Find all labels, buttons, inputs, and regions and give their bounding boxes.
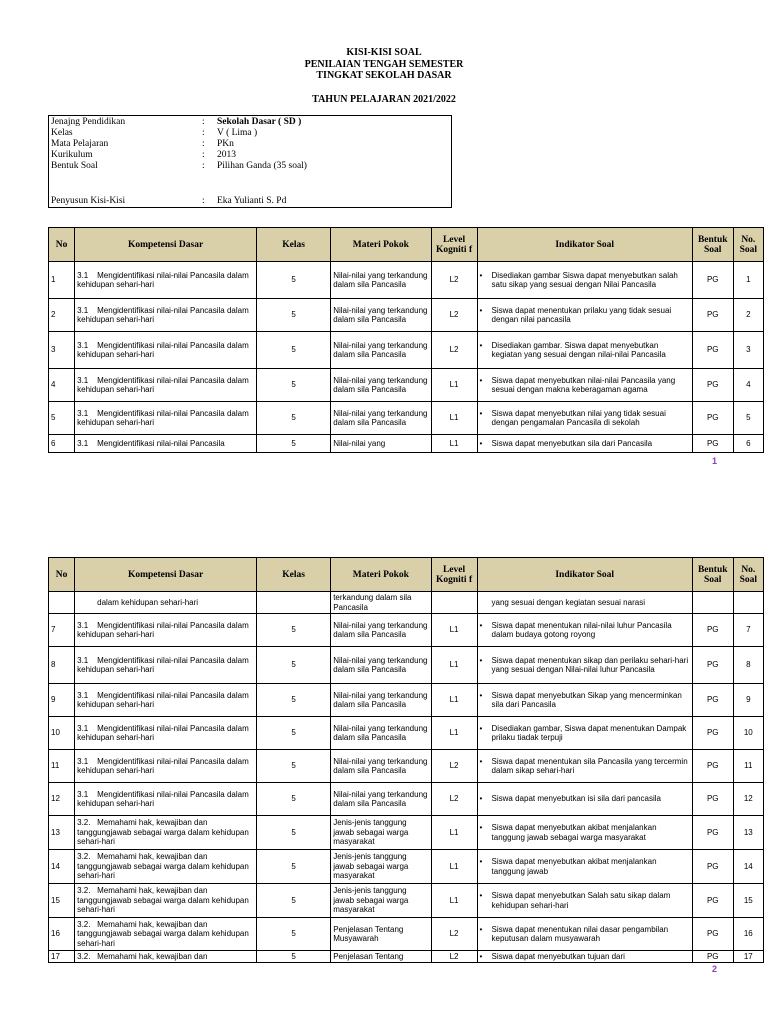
cell-level: L1 — [431, 435, 477, 453]
col-header-indikator: Indikator Soal — [477, 558, 692, 592]
cell-kelas: 5 — [257, 816, 331, 850]
cell-indikator — [477, 783, 692, 816]
col-header-kelas: Kelas — [257, 228, 331, 262]
cell-nosoal: 3 — [733, 332, 763, 369]
cell-no: 17 — [49, 951, 75, 963]
cell-indikator-text: Siswa dapat menyebutkan nilai yang tidak sesuai dengan pengamalan Pancasila di sekolah — [491, 408, 666, 427]
bullet-icon: • — [479, 857, 483, 866]
col-header-nosoal: No. Soal — [733, 228, 763, 262]
cell-nosoal: 9 — [733, 684, 763, 717]
cell-level: L2 — [431, 262, 477, 299]
cell-bentuk: PG — [692, 684, 733, 717]
table-row — [49, 816, 764, 850]
bullet-icon: • — [479, 756, 483, 766]
cell-level: L2 — [431, 918, 477, 951]
cell-kd-text: Memahami hak, kewajiban dan — [97, 951, 208, 961]
cell-level: L1 — [431, 684, 477, 717]
col-header-materi: Materi Pokok — [331, 228, 431, 262]
cell-materi: terkandung dalam sila Pancasila — [331, 592, 431, 614]
bullet-icon: • — [479, 655, 483, 665]
cell-kd-text: Mengidentifikasi nilai-nilai Pancasila dalam kehidupan sehari-hari — [77, 305, 249, 324]
cell-indikator — [477, 332, 692, 369]
identity-value: Eka Yulianti S. Pd — [217, 196, 287, 206]
cell-indikator-text: Siswa dapat menentukan nilai dasar pengambilan keputusan dalam musyawarah — [491, 924, 669, 943]
cell-level: L1 — [431, 402, 477, 435]
cell-kd-number: 3.1 — [77, 375, 89, 385]
cell-indikator — [477, 369, 692, 402]
cell-nosoal: 16 — [733, 918, 763, 951]
cell-indikator-text: Siswa dapat menyebutkan Sikap yang mencerminkan sila dari Pancasila — [491, 690, 682, 709]
table-row — [49, 684, 764, 717]
cell-kd — [75, 299, 257, 332]
cell-indikator-text: Siswa dapat menentukan nilai-nilai luhur Pancasila dalam budaya gotong royong — [491, 620, 672, 639]
cell-bentuk — [692, 592, 733, 614]
cell-kd — [75, 884, 257, 918]
cell-kd-text: Memahami hak, kewajiban dan tanggungjawab sebagai warga dalam kehidupan sehari-hari — [77, 886, 249, 915]
cell-indikator-text: Disediakan gambar. Siswa dapat menyebutkan kegiatan yang sesuai dengan nilai-nilai Pancasila — [491, 340, 666, 359]
identity-box — [48, 115, 452, 208]
cell-kd-number: 3.1 — [77, 756, 89, 766]
cell-nosoal: 10 — [733, 717, 763, 750]
cell-indikator-text: Siswa dapat menyebutkan tujuan dari — [491, 951, 625, 961]
cell-bentuk: PG — [692, 614, 733, 647]
doc-level: TINGKAT SEKOLAH DASAR — [316, 70, 452, 81]
cell-kd — [75, 647, 257, 684]
col-header-no: No — [49, 228, 75, 262]
cell-bentuk: PG — [692, 816, 733, 850]
col-header-level: Level Kogniti f — [431, 558, 477, 592]
cell-level: L1 — [431, 884, 477, 918]
cell-indikator — [477, 951, 692, 963]
cell-indikator — [477, 262, 692, 299]
cell-no: 4 — [49, 369, 75, 402]
identity-colon: : — [202, 196, 205, 206]
bullet-icon: • — [479, 305, 483, 315]
cell-nosoal: 6 — [733, 435, 763, 453]
bullet-icon: • — [479, 690, 483, 700]
table-header-row — [49, 228, 764, 262]
cell-indikator — [477, 614, 692, 647]
cell-kd — [75, 369, 257, 402]
cell-kd-number: 3.1 — [77, 408, 89, 418]
cell-indikator-text: Siswa dapat menentukan prilaku yang tidak sesuai dengan nilai pancasila — [491, 305, 672, 324]
identity-value: Pilihan Ganda (35 soal) — [217, 161, 307, 171]
page-number: 2 — [712, 964, 718, 974]
cell-level: L1 — [431, 614, 477, 647]
cell-kd-number: 3.1 — [77, 620, 89, 630]
table-row — [49, 647, 764, 684]
cell-nosoal: 12 — [733, 783, 763, 816]
cell-kelas — [257, 592, 331, 614]
cell-no: 16 — [49, 918, 75, 951]
col-header-kd: Kompetensi Dasar — [75, 558, 257, 592]
doc-year: TAHUN PELAJARAN 2021/2022 — [312, 94, 456, 105]
cell-kd — [75, 918, 257, 951]
cell-kd — [75, 592, 257, 614]
cell-kd — [75, 614, 257, 647]
cell-level: L1 — [431, 369, 477, 402]
cell-materi: Nilai-nilai yang terkandung dalam sila Pancasila — [331, 402, 431, 435]
identity-colon: : — [202, 117, 205, 127]
cell-kd-text: Memahami hak, kewajiban dan tanggungjawab sebagai warga dalam kehidupan sehari-hari — [77, 818, 249, 847]
cell-kd-number: 3.1 — [77, 270, 89, 280]
cell-kd-number: 3.1 — [77, 655, 89, 665]
identity-colon: : — [202, 139, 205, 149]
table-row — [49, 783, 764, 816]
cell-kd-text: Mengidentifikasi nilai-nilai Pancasila dalam kehidupan sehari-hari — [77, 723, 249, 742]
cell-kd — [75, 951, 257, 963]
table-row — [49, 850, 764, 884]
cell-kelas: 5 — [257, 614, 331, 647]
cell-kd — [75, 684, 257, 717]
bullet-icon: • — [479, 620, 483, 630]
cell-kelas: 5 — [257, 951, 331, 963]
cell-indikator — [477, 592, 692, 614]
cell-nosoal: 5 — [733, 402, 763, 435]
cell-kd-text: Mengidentifikasi nilai-nilai Pancasila dalam kehidupan sehari-hari — [77, 690, 249, 709]
cell-kd-number: 3.1 — [77, 690, 89, 700]
cell-no: 13 — [49, 816, 75, 850]
cell-kd-number: 3.1 — [77, 305, 89, 315]
cell-materi: Penjelasan Tentang — [331, 951, 431, 963]
bullet-icon: • — [479, 438, 483, 448]
bullet-icon: • — [479, 375, 483, 385]
table-row — [49, 884, 764, 918]
cell-materi: Nilai-nilai yang terkandung dalam sila Pancasila — [331, 614, 431, 647]
table-row — [49, 332, 764, 369]
cell-indikator — [477, 918, 692, 951]
cell-bentuk: PG — [692, 435, 733, 453]
cell-kelas: 5 — [257, 435, 331, 453]
cell-materi: Nilai-nilai yang terkandung dalam sila Pancasila — [331, 684, 431, 717]
cell-no: 7 — [49, 614, 75, 647]
col-header-bentuk: Bentuk Soal — [692, 558, 733, 592]
cell-indikator — [477, 717, 692, 750]
cell-bentuk: PG — [692, 884, 733, 918]
identity-colon: : — [202, 150, 205, 160]
cell-kd — [75, 262, 257, 299]
cell-nosoal: 17 — [733, 951, 763, 963]
cell-level: L2 — [431, 783, 477, 816]
bullet-icon: • — [479, 723, 483, 733]
cell-nosoal: 15 — [733, 884, 763, 918]
cell-indikator — [477, 647, 692, 684]
cell-kd-text: Mengidentifikasi nilai-nilai Pancasila dalam kehidupan sehari-hari — [77, 340, 249, 359]
cell-level: L1 — [431, 717, 477, 750]
cell-no: 9 — [49, 684, 75, 717]
cell-no: 5 — [49, 402, 75, 435]
cell-kelas: 5 — [257, 884, 331, 918]
cell-level — [431, 592, 477, 614]
identity-label: Jenajng Pendidikan — [51, 117, 126, 127]
cell-level: L2 — [431, 332, 477, 369]
cell-indikator — [477, 684, 692, 717]
cell-kd-text: Mengidentifikasi nilai-nilai Pancasila dalam kehidupan sehari-hari — [77, 789, 249, 808]
cell-kd-number: 3.1 — [77, 438, 89, 448]
cell-bentuk: PG — [692, 402, 733, 435]
cell-kelas: 5 — [257, 369, 331, 402]
kisi-table-page-1 — [48, 227, 764, 453]
cell-materi: Nilai-nilai yang terkandung dalam sila Pancasila — [331, 262, 431, 299]
table-row — [49, 750, 764, 783]
cell-kd-text: Memahami hak, kewajiban dan tanggungjawab sebagai warga dalam kehidupan sehari-hari — [77, 852, 249, 881]
cell-bentuk: PG — [692, 369, 733, 402]
cell-kd-number: 3.2. — [77, 886, 91, 896]
cell-indikator-text: Siswa dapat menentukan sila Pancasila yang tercermin dalam sikap sehari-hari — [491, 756, 688, 775]
cell-materi: Nilai-nilai yang terkandung dalam sila Pancasila — [331, 750, 431, 783]
cell-kd-number: 3.1 — [77, 723, 89, 733]
bullet-icon: • — [479, 408, 483, 418]
cell-indikator — [477, 884, 692, 918]
col-header-nosoal: No. Soal — [733, 558, 763, 592]
cell-kd-text: Mengidentifikasi nilai-nilai Pancasila dalam kehidupan sehari-hari — [77, 270, 249, 289]
table-row — [49, 402, 764, 435]
identity-label: Kelas — [51, 128, 73, 138]
bullet-icon: • — [479, 340, 483, 350]
cell-bentuk: PG — [692, 332, 733, 369]
cell-indikator — [477, 299, 692, 332]
cell-indikator-text: Siswa dapat menyebutkan nilai-nilai Pancasila yang sesuai dengan makna keberagaman agama — [491, 375, 676, 394]
cell-no: 8 — [49, 647, 75, 684]
cell-no: 3 — [49, 332, 75, 369]
cell-kd-text: Mengidentifikasi nilai-nilai Pancasila dalam kehidupan sehari-hari — [77, 375, 249, 394]
identity-value: PKn — [217, 139, 234, 149]
table-row — [49, 918, 764, 951]
table-row — [49, 435, 764, 453]
cell-kd-text: Mengidentifikasi nilai-nilai Pancasila dalam kehidupan sehari-hari — [77, 620, 249, 639]
doc-title: KISI-KISI SOAL — [346, 47, 422, 58]
identity-colon: : — [202, 161, 205, 171]
cell-nosoal: 4 — [733, 369, 763, 402]
cell-kelas: 5 — [257, 647, 331, 684]
cell-no: 10 — [49, 717, 75, 750]
table-row — [49, 262, 764, 299]
cell-kd — [75, 850, 257, 884]
cell-indikator — [477, 435, 692, 453]
cell-indikator — [477, 816, 692, 850]
cell-materi: Penjelasan Tentang Musyawarah — [331, 918, 431, 951]
cell-level: L2 — [431, 299, 477, 332]
cell-level: L2 — [431, 750, 477, 783]
cell-kd — [75, 783, 257, 816]
cell-no: 12 — [49, 783, 75, 816]
cell-kelas: 5 — [257, 402, 331, 435]
col-header-kelas: Kelas — [257, 558, 331, 592]
cell-indikator — [477, 750, 692, 783]
col-header-bentuk: Bentuk Soal — [692, 228, 733, 262]
table-row — [49, 951, 764, 963]
cell-materi: Jenis-jenis tanggung jawab sebagai warga masyarakat — [331, 850, 431, 884]
cell-indikator-text: Siswa dapat menyebutkan akibat menjalankan tanggung jawab — [491, 857, 657, 876]
cell-kd — [75, 750, 257, 783]
cell-materi: Jenis-jenis tanggung jawab sebagai warga masyarakat — [331, 816, 431, 850]
cell-kd — [75, 435, 257, 453]
cell-nosoal: 7 — [733, 614, 763, 647]
cell-kelas: 5 — [257, 850, 331, 884]
cell-no: 6 — [49, 435, 75, 453]
cell-kelas: 5 — [257, 717, 331, 750]
cell-bentuk: PG — [692, 750, 733, 783]
cell-kd-text: Mengidentifikasi nilai-nilai Pancasila dalam kehidupan sehari-hari — [77, 408, 249, 427]
cell-indikator-text: Siswa dapat menyebutkan Salah satu sikap dalam kehidupan sehari-hari — [491, 891, 671, 910]
cell-bentuk: PG — [692, 918, 733, 951]
cell-nosoal — [733, 592, 763, 614]
identity-label: Bentuk Soal — [51, 161, 98, 171]
cell-materi: Nilai-nilai yang terkandung dalam sila Pancasila — [331, 369, 431, 402]
cell-bentuk: PG — [692, 262, 733, 299]
cell-no: 11 — [49, 750, 75, 783]
cell-nosoal: 13 — [733, 816, 763, 850]
cell-kelas: 5 — [257, 332, 331, 369]
cell-indikator-text: Disediakan gambar Siswa dapat menyebutkan salah satu sikap yang sesuai dengan Nilai Pancasila — [491, 270, 678, 289]
cell-nosoal: 11 — [733, 750, 763, 783]
col-header-kd: Kompetensi Dasar — [75, 228, 257, 262]
identity-value: Sekolah Dasar ( SD ) — [217, 117, 302, 127]
cell-kd-number: 3.2. — [77, 951, 91, 961]
cell-nosoal: 8 — [733, 647, 763, 684]
col-header-no: No — [49, 558, 75, 592]
kisi-table-page-2 — [48, 557, 764, 963]
cell-materi: Nilai-nilai yang terkandung dalam sila Pancasila — [331, 299, 431, 332]
table-row — [49, 614, 764, 647]
cell-indikator-text: Siswa dapat menyebutkan sila dari Pancasila — [491, 438, 653, 448]
cell-materi: Nilai-nilai yang — [331, 435, 431, 453]
col-header-indikator: Indikator Soal — [477, 228, 692, 262]
cell-no: 1 — [49, 262, 75, 299]
table-row — [49, 369, 764, 402]
cell-no: 2 — [49, 299, 75, 332]
page-number: 1 — [712, 456, 718, 466]
identity-label: Penyusun Kisi-Kisi — [51, 196, 126, 206]
cell-level: L1 — [431, 816, 477, 850]
cell-kd-text: Memahami hak, kewajiban dan tanggungjawab sebagai warga dalam kehidupan sehari-hari — [77, 919, 249, 948]
cell-level: L1 — [431, 850, 477, 884]
cell-nosoal: 1 — [733, 262, 763, 299]
col-header-level: Level Kogniti f — [431, 228, 477, 262]
cell-kd-number: 3.1 — [77, 340, 89, 350]
bullet-icon: • — [479, 924, 483, 934]
cell-kelas: 5 — [257, 299, 331, 332]
cell-no: 14 — [49, 850, 75, 884]
bullet-icon: • — [479, 951, 483, 961]
cell-kd-number: 3.2. — [77, 818, 91, 828]
bullet-icon: • — [479, 794, 483, 804]
identity-value: V ( Lima ) — [217, 128, 258, 138]
cell-bentuk: PG — [692, 951, 733, 963]
cell-materi: Nilai-nilai yang terkandung dalam sila Pancasila — [331, 717, 431, 750]
identity-label: Kurikulum — [51, 150, 93, 160]
cell-materi: Nilai-nilai yang terkandung dalam sila Pancasila — [331, 647, 431, 684]
col-header-materi: Materi Pokok — [331, 558, 431, 592]
cell-kelas: 5 — [257, 684, 331, 717]
cell-bentuk: PG — [692, 717, 733, 750]
cell-indikator-text: Siswa dapat menyebutkan akibat menjalankan tanggung jawab sebagai warga masyarakat — [491, 823, 657, 842]
bullet-icon: • — [479, 270, 483, 280]
cell-materi: Jenis-jenis tanggung jawab sebagai warga masyarakat — [331, 884, 431, 918]
cell-nosoal: 14 — [733, 850, 763, 884]
cell-kd-text: Mengidentifikasi nilai-nilai Pancasila dalam kehidupan sehari-hari — [77, 756, 249, 775]
cell-indikator — [477, 850, 692, 884]
cell-kd-text: Mengidentifikasi nilai-nilai Pancasila — [97, 438, 225, 448]
bullet-icon: • — [479, 823, 483, 832]
cell-kelas: 5 — [257, 783, 331, 816]
cell-kd — [75, 402, 257, 435]
cell-nosoal: 2 — [733, 299, 763, 332]
cell-indikator — [477, 402, 692, 435]
cell-bentuk: PG — [692, 299, 733, 332]
cell-no: 15 — [49, 884, 75, 918]
table-row — [49, 717, 764, 750]
identity-value: 2013 — [217, 150, 236, 160]
cell-kelas: 5 — [257, 262, 331, 299]
doc-subtitle: PENILAIAN TENGAH SEMESTER — [304, 59, 464, 70]
identity-colon: : — [202, 128, 205, 138]
cell-kd-number: 3.1 — [77, 789, 89, 799]
cell-materi: Nilai-nilai yang terkandung dalam sila Pancasila — [331, 783, 431, 816]
cell-level: L1 — [431, 647, 477, 684]
cell-indikator-text: Disediakan gambar, Siswa dapat menentukan Dampak prilaku tiadak terpuji — [491, 723, 687, 742]
cell-materi: Nilai-nilai yang terkandung dalam sila Pancasila — [331, 332, 431, 369]
table-row — [49, 299, 764, 332]
table-header-row — [49, 558, 764, 592]
cell-indikator-text: Siswa dapat menentukan sikap dan perilaku sehari-hari yang sesuai dengan Nilai-nilai luhur Pancasila — [491, 655, 689, 674]
cell-kd-text: dalam kehidupan sehari-hari — [97, 597, 199, 607]
cell-kelas: 5 — [257, 918, 331, 951]
cell-bentuk: PG — [692, 647, 733, 684]
cell-indikator-text: Siswa dapat menyebutkan isi sila dari pancasila — [491, 794, 661, 804]
cell-kd — [75, 816, 257, 850]
cell-no — [49, 592, 75, 614]
identity-label: Mata Pelajaran — [51, 139, 109, 149]
bullet-icon: • — [479, 891, 483, 900]
cell-kd-text: Mengidentifikasi nilai-nilai Pancasila dalam kehidupan sehari-hari — [77, 655, 249, 674]
cell-kelas: 5 — [257, 750, 331, 783]
cell-kd-number: 3.2. — [77, 919, 91, 929]
cell-kd — [75, 332, 257, 369]
cell-bentuk: PG — [692, 850, 733, 884]
cell-kd-number: 3.2. — [77, 852, 91, 862]
cell-indikator-text: yang sesuai dengan kegiatan sesuai narasi — [491, 597, 645, 607]
cell-bentuk: PG — [692, 783, 733, 816]
cell-level: L2 — [431, 951, 477, 963]
table-row-continuation — [49, 592, 764, 614]
cell-kd — [75, 717, 257, 750]
